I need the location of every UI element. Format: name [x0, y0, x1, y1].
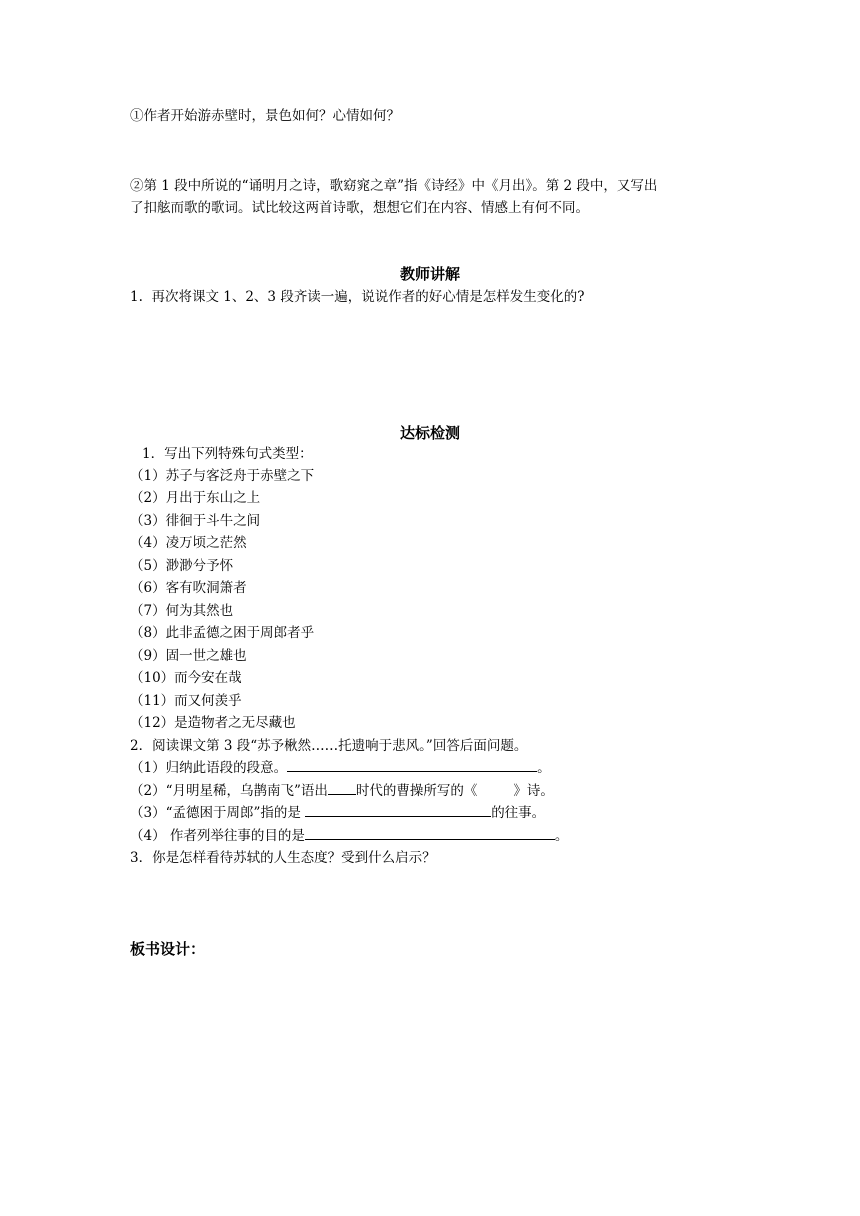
- sub-question-purpose: （4） 作者列举往事的目的是 。: [130, 828, 569, 844]
- sub-question-event: （3）“孟德困于周郎”指的是 的往事。: [130, 805, 546, 821]
- sentence-item: （2）月出于东山之上: [130, 490, 261, 506]
- sentence-item: （10）而今安在哉: [130, 670, 242, 686]
- sentence-item: （11）而又何羡乎: [130, 693, 242, 709]
- answer-blank[interactable]: [305, 804, 491, 817]
- sub-question-summary: （1）归纳此语段的段意。 。: [130, 760, 551, 776]
- board-design-title: 板书设计：: [130, 940, 206, 958]
- sentence-item: （8）此非孟德之困于周郎者乎: [130, 625, 315, 641]
- sentence-item: （12）是造物者之无尽藏也: [130, 715, 296, 731]
- check-item2-title: 2．阅读课文第 3 段“苏予楸然……托遗响于悲风。”回答后面问题。: [130, 738, 528, 754]
- section-title-teacher: 教师讲解: [399, 265, 460, 283]
- question-scenery-mood: ①作者开始游赤壁时，景色如何？心情如何？: [130, 108, 400, 124]
- sentence-item: （4）凌万顷之茫然: [130, 535, 247, 551]
- sentence-item: （9）固一世之雄也: [130, 648, 247, 664]
- sub-question-source: （2）“月明星稀，乌鹊南飞”语出 时代的曹操所写的《 》诗。: [130, 783, 554, 799]
- question-poem-compare-line2: 了扣舷而歌的歌词。试比较这两首诗歌，想想它们在内容、情感上有何不同。: [130, 200, 589, 216]
- answer-blank[interactable]: [305, 827, 555, 840]
- sentence-item: （1）苏子与客泛舟于赤壁之下: [130, 468, 315, 484]
- question-poem-compare-line1: ②第 1 段中所说的“诵明月之诗，歌窈窕之章”指《诗经》中《月出》。第 2 段中，又写出: [130, 178, 658, 194]
- section-title-check: 达标检测: [399, 424, 460, 442]
- check-item1-title: 1．写出下列特殊句式类型：: [142, 446, 313, 462]
- answer-blank[interactable]: [328, 782, 356, 795]
- sentence-item: （6）客有吹洞箫者: [130, 580, 247, 596]
- question-mood-change: 1. 再次将课文 1、2、3 段齐读一遍，说说作者的好心情是怎样发生变化的?: [130, 289, 585, 305]
- sentence-item: （5）渺渺兮予怀: [130, 558, 234, 574]
- check-item3: 3．你是怎样看待苏轼的人生态度？受到什么启示？: [130, 850, 436, 866]
- answer-blank[interactable]: [287, 759, 537, 772]
- sentence-item: （7）何为其然也: [130, 603, 234, 619]
- sentence-item: （3）徘徊于斗牛之间: [130, 513, 261, 529]
